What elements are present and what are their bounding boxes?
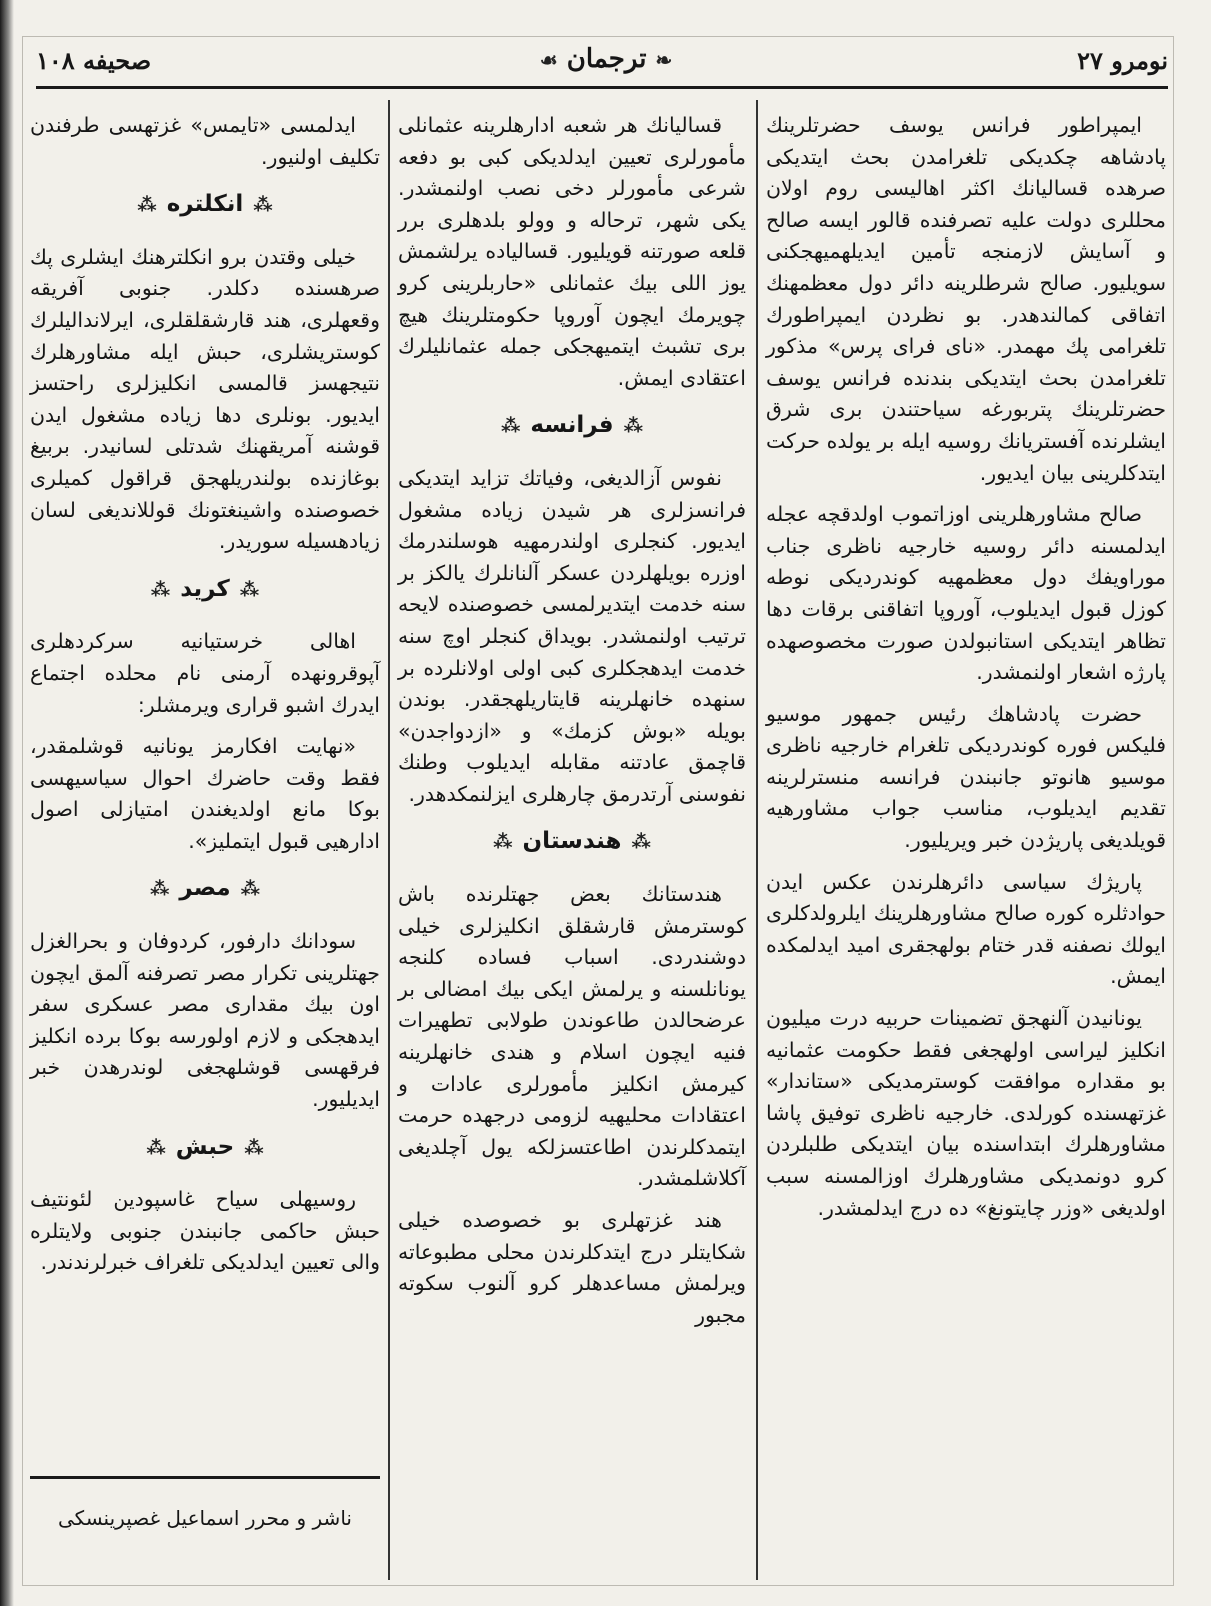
heading-text: كريد: [180, 575, 230, 602]
binding-gutter: [0, 0, 14, 1606]
masthead: [36, 44, 1168, 86]
heading-text: هندستان: [522, 828, 622, 855]
paragraph: ايدلمسى «تايمس» غزتهسى طرفندن تكليف اولنيور.: [30, 113, 380, 169]
header-rule: [36, 86, 1168, 89]
paragraph: خيلى وقتدن برو انكلترهنك ايشلرى پك صرهسنده دكلدر. جنوبى آفريقه وقعهلرى، هند قارشقلقلرى، ايرلانداليلرك كوستريشلرى، حبش ايله مشاورهلرك نتيجهسز قالمسى انكليزلرى راحتسز ايديور. بونلرى دها زياده مشغول ايدن قوشنه آمريقهنك شدتلى لسانيدر. بربيغ بوغازنده بولندريلهجق قراقول كميلرى خصوصنده واشينغتونك قوللانديغى لسان زيادهسيله سوريدر.: [30, 244, 380, 554]
right-column: [766, 110, 1166, 1234]
title-text: ترجمان: [566, 44, 647, 74]
ornament-icon: ⁂: [239, 578, 260, 601]
heading-text: فرانسه: [530, 412, 614, 439]
paragraph: ايمپراطور فرانس يوسف حضرتلرينك پادشاهه چكديكى تلغرامدن بحث ايتديكى صرهده قساليانك اكثر اهاليسى روم اولان محللرى دولت عليه تصرفنده قالور ايسه صالح و آسايش لازمنجه تأمين ايديلهميهجكنى سويليور. صالح شرطلرينه دائر دول معظمهنك اتفاقى كمالندهدر. بو نظردن ايمپراطورك تلغرامى پك مهمدر. «ناى فراى پرس» مذكور تلغرامدن بحث ايتديكى بندنده فرانس يوسف حضرتلرينك پتربورغه سياحتندن برى شرق ايشلرنده آفستريانك روسيه ايله بر يولده حركت ايتدكلرينى بيان ايديور.: [766, 113, 1166, 485]
ornament-icon: ⁂: [253, 194, 273, 217]
ornament-icon: ⁂: [623, 415, 644, 438]
ornament-icon: ⁂: [150, 578, 171, 601]
ornament-icon: ☙: [539, 48, 558, 72]
ornament-icon: ⁂: [500, 415, 521, 438]
issue-number: نومرو ۲۷: [1077, 46, 1168, 75]
ornament-icon: ⁂: [631, 831, 651, 854]
column-divider: [756, 100, 758, 1580]
publisher-line: ناشر و محرر اسماعيل غصپرينسكى: [58, 1506, 352, 1530]
page-number: صحيفه ۱۰۸: [36, 46, 152, 75]
paragraph: اهالى خرستيانيه سركردهلرى آپوقرونهده آرمنى نام محلده اجتماع ايدرك اشبو قرارى ويرمشلر:: [30, 629, 380, 717]
section-heading-india: [398, 826, 746, 859]
ornament-icon: ⁂: [146, 1136, 166, 1159]
paragraph: «نهايت افكارمز يونانيه قوشلمقدر، فقط وقت حاضرك احوال سياسيهسى بوكا مانع اولديغندن امتيازلى اصول ادارهيى قبول ايتمليز».: [30, 734, 380, 853]
section-heading-abyssinia: [30, 1132, 380, 1165]
paragraph: روسيهلى سياح غاسپودين لئونتيف حبش حاكمى جانبندن جنوبى ولايتلره والى تعيين ايدلديكى تلغراف خبرلرندندر.: [30, 1187, 380, 1275]
middle-column: [398, 110, 746, 1341]
paragraph: صالح مشاورهلرينى اوزاتموب اولدقچه عجله ايدلمسنه دائر روسيه خارجيه ناظرى جناب موراويفك دول معظمهيه كوندرديكى نوطه كوزل قبول ايديلوب، آوروپا اتفاقنى برقات دها تظاهر ايتديكى استانبولدن صورت مخصوصهده پارژه اشعار اولنمشدر.: [766, 502, 1166, 685]
paragraph: قساليانك هر شعبه ادارهلرينه عثمانلى مأمورلرى تعيين ايدلديكى كبى بو دفعه شرعى مأمورلر دخى نصب اولنمشدر. يكى شهر، ترحاله و وولو بلدهلرى برر قلعه صورتنه قويليور. قسالياده يرلشمش يوز اللى بيك عثمانلى «حاربلرينى كرو چويرمك ايچون آوروپا حكومتلرينك هيچ برى تشبث ايتميهجكى جمله عثمانليلرك اعتقادى ايمش.: [398, 113, 746, 390]
heading-text: حبش: [175, 1133, 235, 1160]
heading-text: انكلتره: [166, 191, 244, 218]
ornament-icon: ❧: [655, 48, 673, 72]
section-heading-france: [398, 410, 746, 443]
paragraph: يونانيدن آلنهجق تضمينات حربيه درت ميليون انكليز ليراسى اولهجغى فقط حكومت عثمانيه بو مقداره موافقت كوسترمديكى «ستاندار» غزتهسنده كورلدى. خارجيه ناظرى توفيق پاشا مشاورهلرك ابتداسنده بيان ايتديكى طلبلردن كرو دونمديكى مشاورهلرك اوزالمسنه سبب اولديغى «وزر چايتونغ» ده درج ايدلمشدر.: [766, 1006, 1166, 1220]
heading-text: مصر: [179, 875, 231, 902]
column-divider: [388, 100, 390, 1580]
ornament-icon: ⁂: [149, 878, 170, 901]
newspaper-title: [496, 44, 716, 74]
ornament-icon: ⁂: [137, 194, 157, 217]
ornament-icon: ⁂: [244, 1136, 264, 1159]
ornament-icon: ⁂: [240, 878, 261, 901]
section-heading-england: [30, 189, 380, 222]
footer-rule: [30, 1476, 380, 1479]
section-heading-egypt: [30, 873, 380, 906]
paragraph: سودانك دارفور، كردوفان و بحرالغزل جهتلرينى تكرار مصر تصرفنه آلمق ايچون اون بيك مقدارى مصر عسكرى سفر ايدهجكى و لازم اولورسه بوكا برده انكليز فرقهسى قوشلهجغى لوندرهدن خبر ايديليور.: [30, 929, 380, 1112]
paragraph: پاريژك سياسى دائرهلرندن عكس ايدن حوادثلره كوره صالح مشاورهلرينك ايلرولدكلرى ايولك نصفنه قدر ختام بولهجقرى اميد ايدلمكده ايمش.: [766, 869, 1166, 989]
section-heading-crete: [30, 574, 380, 607]
left-column: [30, 110, 380, 1289]
paragraph: هند غزتهلرى بو خصوصده خيلى شكايتلر درج ايتدكلرندن محلى مطبوعاته ويرلمش مساعدهلر كرو آلنوب سكوته مجبور: [398, 1208, 746, 1327]
paragraph: هندستانك بعض جهتلرنده باش كوسترمش قارشقلق انكليزلرى خيلى دوشندردى. اسباب فساده كلنجه يونانلسنه و يرلمش ايكى بيك امضالى بر عرضحالدن طاعوندن طولابى تطهيرات فنيه ايچون اسلام و هندى خانهلرينه كيرمش انكليز مأمورلرى عادات و اعتقادات محليهيه لزومى درجهده حرمت ايتمدكلرندن اطاعتسزلكه يول آچلديغى آكلاشلمشدر.: [398, 882, 746, 1191]
paragraph: نفوس آزالديغى، وفياتك تزايد ايتديكى فرانسزلرى هر شيدن زياده مشغول ايديور. كنجلرى اولندرمهيه هوسلندرمك اوزره بويلهلردن عسكر آلنانلرك يالكز بر سنه خدمت ايتديرلمسى خصوصنده لايحه ترتيب اولنمشدر. بويداق كنجلر اوچ سنه خدمت ايدهجكلرى كبى اولى اولانلرده بر سنهده خانهلرينه قايتاريلهجقدر. بوندن بويله «بوش كزمك» و «ازدواجدن» قاچمق عادتنه مقابله ايديلوب وطنك نفوسنى آرتدرمق چارهلرى ايزلنمكدهدر.: [398, 465, 746, 806]
paragraph: حضرت پادشاهك رئيس جمهور موسيو فليكس فوره كوندرديكى تلغرام خارجيه ناظرى موسيو هانوتو جانبندن فرانسه منسترلرينه تقديم ايديلوب، مناسب جواب مشاورهيه قويلديغى پاريژدن خبر ويريليور.: [766, 701, 1166, 853]
ornament-icon: ⁂: [493, 831, 513, 854]
